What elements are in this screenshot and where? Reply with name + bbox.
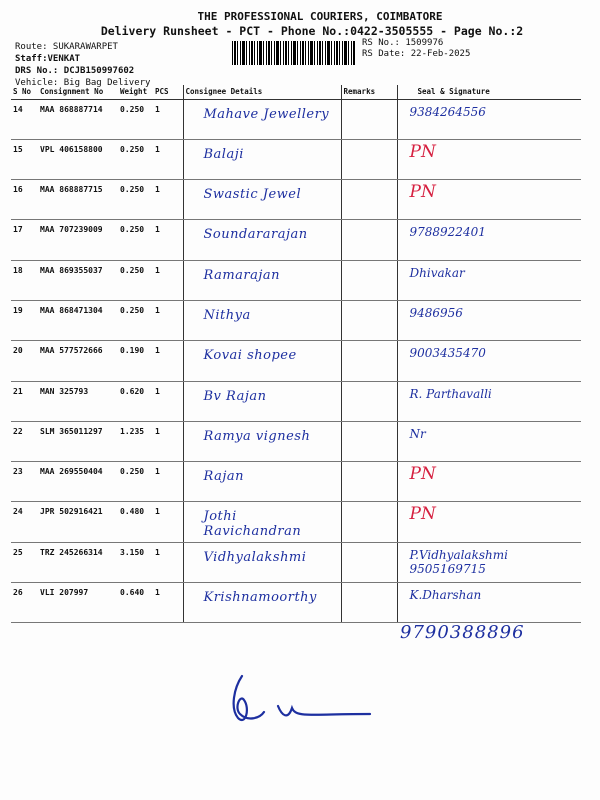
staff-field bbox=[15, 54, 80, 64]
row-consignee bbox=[183, 421, 341, 461]
row-pcs: 1 bbox=[153, 180, 183, 220]
consignee-name: Mahave Jewellery bbox=[203, 106, 330, 122]
consignee-name: Ramarajan bbox=[203, 267, 281, 283]
row-signature bbox=[397, 341, 581, 381]
row-consignee bbox=[183, 220, 341, 260]
row-signature bbox=[397, 180, 581, 220]
handwritten-signature: 9486956 bbox=[409, 305, 463, 320]
col-consignee: Consignee Details bbox=[183, 85, 341, 99]
drs-field bbox=[15, 66, 134, 76]
consignee-name: Kovai shopee bbox=[203, 348, 297, 364]
row-consignee bbox=[183, 341, 341, 381]
col-sno: S No bbox=[11, 85, 38, 99]
row-consignee bbox=[183, 180, 341, 220]
route-label: Route: SUKARAWARPET bbox=[15, 42, 118, 52]
row-weight: 0.190 bbox=[118, 341, 153, 381]
rs-number: RS No.: 1509976 bbox=[362, 38, 444, 48]
handwritten-signature: PN bbox=[409, 182, 436, 203]
col-pcs: PCS bbox=[153, 85, 183, 99]
row-consignee bbox=[183, 542, 341, 582]
row-signature bbox=[397, 542, 581, 582]
consignee-name: Krishnamoorthy bbox=[203, 590, 317, 606]
row-consignee bbox=[183, 300, 341, 340]
row-pcs: 1 bbox=[153, 220, 183, 260]
row-remarks bbox=[341, 341, 397, 381]
handwritten-signature: 9003435470 bbox=[409, 346, 486, 361]
table-row bbox=[11, 139, 581, 179]
row-signature bbox=[397, 583, 581, 623]
row-consignee bbox=[183, 502, 341, 542]
row-weight: 0.250 bbox=[118, 99, 153, 139]
handwritten-signature: Nr bbox=[409, 426, 426, 441]
consignee-name: Vidhyalakshmi bbox=[203, 549, 307, 565]
row-sno: 17 bbox=[11, 220, 38, 260]
handwritten-signature: PN bbox=[409, 504, 436, 525]
table-row bbox=[11, 180, 581, 220]
table-row bbox=[11, 421, 581, 461]
row-sno: 15 bbox=[11, 139, 38, 179]
row-signature bbox=[397, 462, 581, 502]
row-sno: 20 bbox=[11, 341, 38, 381]
row-remarks bbox=[341, 421, 397, 461]
row-consignee bbox=[183, 260, 341, 300]
drs-label: DRS No.: bbox=[15, 66, 59, 76]
row-consignment-no: MAN 325793 bbox=[38, 381, 118, 421]
row-pcs: 1 bbox=[153, 502, 183, 542]
handwritten-signature: R. Parthavalli bbox=[409, 386, 492, 401]
row-consignee bbox=[183, 99, 341, 139]
footer-phone: 9790388896 bbox=[400, 622, 525, 643]
row-weight: 0.250 bbox=[118, 139, 153, 179]
row-weight: 3.150 bbox=[118, 542, 153, 582]
row-consignee bbox=[183, 583, 341, 623]
handwritten-signature: 9384264556 bbox=[409, 104, 486, 119]
table-row bbox=[11, 462, 581, 502]
row-signature bbox=[397, 421, 581, 461]
col-weight: Weight bbox=[118, 85, 153, 99]
row-consignment-no: MAA 577572666 bbox=[38, 341, 118, 381]
handwritten-signature: P.Vidhyalakshmi 9505169715 bbox=[409, 547, 508, 576]
table-row bbox=[11, 300, 581, 340]
row-pcs: 1 bbox=[153, 139, 183, 179]
table-row bbox=[11, 381, 581, 421]
handwritten-signature: Dhivakar bbox=[409, 265, 465, 280]
handwritten-signature: PN bbox=[409, 464, 436, 485]
row-weight: 0.250 bbox=[118, 220, 153, 260]
row-consignment-no: MAA 868887715 bbox=[38, 180, 118, 220]
row-sno: 23 bbox=[11, 462, 38, 502]
row-remarks bbox=[341, 502, 397, 542]
row-consignment-no: MAA 707239009 bbox=[38, 220, 118, 260]
table-row bbox=[11, 260, 581, 300]
row-consignment-no: MAA 868887714 bbox=[38, 99, 118, 139]
row-weight: 0.250 bbox=[118, 300, 153, 340]
consignee-name: Jothi Ravichandran bbox=[203, 509, 302, 540]
handwritten-signature: K.Dharshan bbox=[409, 588, 482, 603]
row-pcs: 1 bbox=[153, 421, 183, 461]
consignee-name: Ramya vignesh bbox=[203, 428, 311, 444]
barcode bbox=[232, 41, 356, 65]
row-remarks bbox=[341, 583, 397, 623]
consignee-name: Soundararajan bbox=[203, 227, 308, 243]
table-row bbox=[11, 220, 581, 260]
row-consignee bbox=[183, 462, 341, 502]
handwritten-signature: 9788922401 bbox=[409, 225, 486, 240]
table-row bbox=[11, 583, 581, 623]
row-signature bbox=[397, 220, 581, 260]
row-sno: 25 bbox=[11, 542, 38, 582]
row-consignment-no: TRZ 245266314 bbox=[38, 542, 118, 582]
row-remarks bbox=[341, 139, 397, 179]
company-title: THE PROFESSIONAL COURIERS, COIMBATORE bbox=[197, 10, 443, 23]
row-pcs: 1 bbox=[153, 260, 183, 300]
row-weight: 0.250 bbox=[118, 462, 153, 502]
row-sno: 26 bbox=[11, 583, 38, 623]
row-remarks bbox=[341, 462, 397, 502]
vehicle-label: Vehicle: Big Bag Delivery bbox=[15, 78, 151, 88]
row-consignment-no: JPR 502916421 bbox=[38, 502, 118, 542]
row-signature bbox=[397, 260, 581, 300]
row-pcs: 1 bbox=[153, 381, 183, 421]
delivery-table bbox=[11, 85, 581, 623]
row-pcs: 1 bbox=[153, 341, 183, 381]
row-pcs: 1 bbox=[153, 583, 183, 623]
row-remarks bbox=[341, 542, 397, 582]
row-consignment-no: MAA 869355037 bbox=[38, 260, 118, 300]
row-remarks bbox=[341, 260, 397, 300]
row-weight: 0.480 bbox=[118, 502, 153, 542]
row-consignee bbox=[183, 139, 341, 179]
row-remarks bbox=[341, 220, 397, 260]
col-remarks: Remarks bbox=[341, 85, 397, 99]
row-weight: 1.235 bbox=[118, 421, 153, 461]
row-sno: 16 bbox=[11, 180, 38, 220]
row-weight: 0.640 bbox=[118, 583, 153, 623]
consignee-name: Swastic Jewel bbox=[203, 187, 302, 203]
row-consignment-no: VPL 406158800 bbox=[38, 139, 118, 179]
row-weight: 0.620 bbox=[118, 381, 153, 421]
signature-scribble bbox=[220, 668, 380, 738]
row-weight: 0.250 bbox=[118, 180, 153, 220]
row-sno: 19 bbox=[11, 300, 38, 340]
drs-value: DCJB150997602 bbox=[63, 66, 135, 76]
consignee-name: Rajan bbox=[203, 469, 244, 485]
row-signature bbox=[397, 381, 581, 421]
row-signature bbox=[397, 99, 581, 139]
row-pcs: 1 bbox=[153, 99, 183, 139]
row-sno: 18 bbox=[11, 260, 38, 300]
row-signature bbox=[397, 139, 581, 179]
table-row bbox=[11, 542, 581, 582]
row-signature bbox=[397, 300, 581, 340]
row-consignment-no: MAA 269550404 bbox=[38, 462, 118, 502]
row-pcs: 1 bbox=[153, 542, 183, 582]
row-pcs: 1 bbox=[153, 300, 183, 340]
consignee-name: Nithya bbox=[203, 307, 251, 323]
consignee-name: Bv Rajan bbox=[203, 388, 267, 404]
handwritten-signature: PN bbox=[409, 141, 436, 162]
row-weight: 0.250 bbox=[118, 260, 153, 300]
row-signature bbox=[397, 502, 581, 542]
table-header bbox=[11, 85, 581, 99]
row-sno: 22 bbox=[11, 421, 38, 461]
row-consignment-no: VLI 207997 bbox=[38, 583, 118, 623]
row-sno: 21 bbox=[11, 381, 38, 421]
row-remarks bbox=[341, 300, 397, 340]
staff-value: VENKAT bbox=[47, 54, 81, 64]
consignee-name: Balaji bbox=[203, 146, 244, 162]
row-consignment-no: SLM 365011297 bbox=[38, 421, 118, 461]
row-consignment-no: MAA 868471304 bbox=[38, 300, 118, 340]
col-signature: Seal & Signature bbox=[397, 85, 581, 99]
staff-label: Staff: bbox=[15, 54, 48, 64]
row-sno: 24 bbox=[11, 502, 38, 542]
runsheet-title: Delivery Runsheet - PCT - Phone No.:0422-3505555 - Page No.:2 bbox=[100, 24, 524, 38]
row-sno: 14 bbox=[11, 99, 38, 139]
table-row bbox=[11, 502, 581, 542]
rs-date: RS Date: 22-Feb-2025 bbox=[362, 49, 471, 59]
table-row bbox=[11, 99, 581, 139]
row-remarks bbox=[341, 381, 397, 421]
row-consignee bbox=[183, 381, 341, 421]
row-remarks bbox=[341, 180, 397, 220]
row-remarks bbox=[341, 99, 397, 139]
table-row bbox=[11, 341, 581, 381]
col-consignment: Consignment No bbox=[38, 85, 118, 99]
row-pcs: 1 bbox=[153, 462, 183, 502]
